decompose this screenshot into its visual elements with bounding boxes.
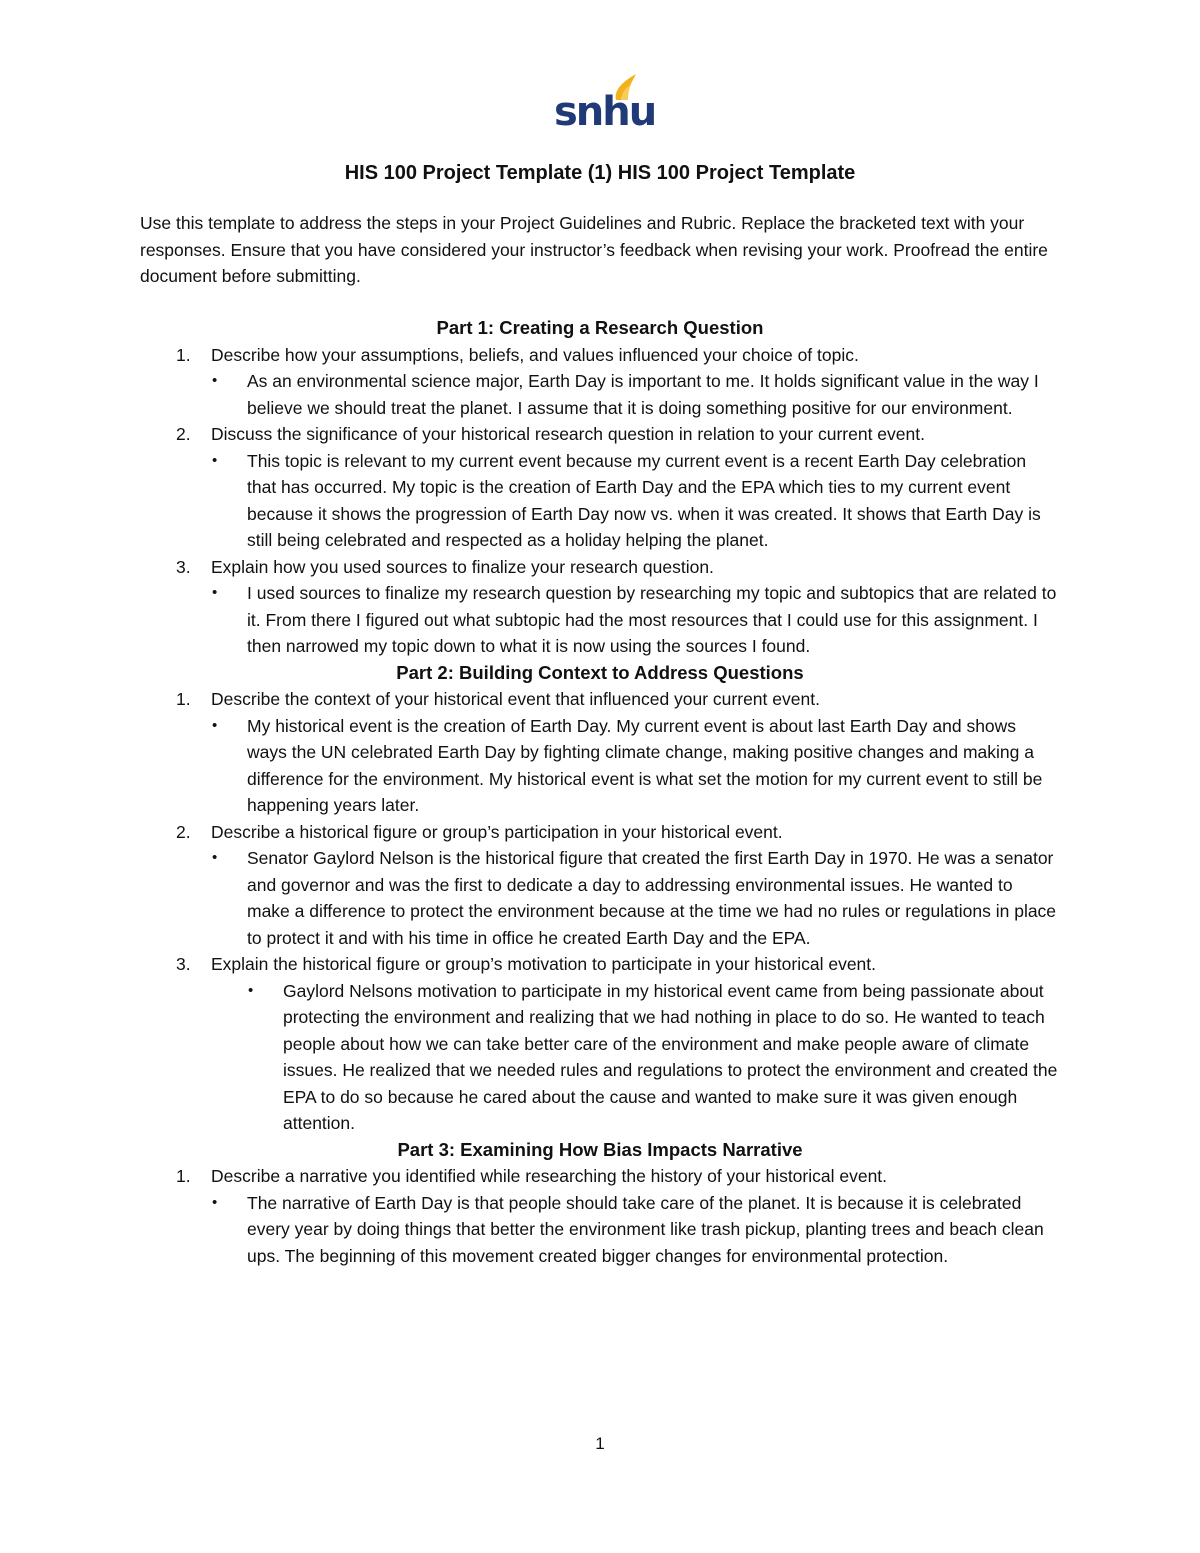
logo-wordmark: snhu — [554, 89, 656, 135]
document-title: HIS 100 Project Template (1) HIS 100 Project Template — [344, 162, 856, 184]
intro-paragraph: Use this template to address the steps in your Project Guidelines and Rubric. Replace the bracketed text with your responses. Ensure that you have considered your instructor’s feedback when revising your work. Proofread the entire document before submitting. — [140, 213, 1048, 287]
question-item — [140, 951, 1060, 978]
bullet-icon: • — [212, 372, 218, 389]
question-text: Discuss the significance of your historical research question in relation to your current event. — [211, 424, 925, 444]
question-number: 1. — [176, 689, 191, 709]
question-item — [140, 819, 1060, 846]
question-item — [140, 686, 1060, 713]
question-number: 2. — [176, 424, 191, 444]
question-item — [140, 342, 1060, 369]
question-number: 2. — [176, 821, 191, 842]
question-item — [140, 421, 1060, 448]
bullet-icon: • — [212, 584, 218, 601]
snhu-logo — [554, 72, 656, 135]
answer-item — [140, 448, 1060, 554]
answer-item — [140, 978, 1060, 1137]
answer-text: Gaylord Nelsons motivation to participate in my historical event came from being passionate about protecting the environment and realizing that we had nothing in place to do so. He wanted to teach people about how we can take better care of the environment and make people aware of climate issues. He realized that we needed rules and regulations to protect the environment and created the EPA to do so because he cared about the cause and wanted to make sure it was given enough attention. — [283, 980, 1058, 1133]
question-number: 1. — [176, 1166, 191, 1186]
question-text: Explain how you used sources to finalize your research question. — [211, 556, 714, 577]
answer-item — [140, 713, 1060, 819]
page-number: 1 — [595, 1434, 605, 1453]
answer-item — [140, 1190, 1060, 1270]
answer-text: I used sources to finalize my research question by researching my topic and subtopics that are related to it. From there I figured out what subtopic had the most resources that I could use for this assignment. I then narrowed my topic down to what it is now using the sources I found. — [247, 583, 1057, 656]
answer-item — [140, 580, 1060, 660]
bullet-icon: • — [212, 716, 218, 734]
answer-text: Senator Gaylord Nelson is the historical figure that created the first Earth Day in 1970. He was a senator and governor and was the first to dedicate a day to addressing environmental issues. He wanted to make a difference to protect the environment because at the time we had no rules or regulations in place to protect it and with his time in office he created Earth Day and the EPA. — [247, 848, 1057, 948]
question-number: 3. — [176, 556, 191, 577]
bullet-icon: • — [212, 849, 218, 866]
question-text: Explain the historical figure or group’s motivation to participate in your historical event. — [211, 954, 877, 974]
question-text: Describe how your assumptions, beliefs, and values influenced your choice of topic. — [211, 344, 859, 365]
question-item — [140, 1163, 1060, 1190]
bullet-icon: • — [212, 451, 218, 469]
question-number: 1. — [176, 344, 191, 365]
answer-text: The narrative of Earth Day is that people should take care of the planet. It is because it is celebrated every year by doing things that better the environment like trash pickup, planting trees and beach clean ups. The beginning of this movement created bigger changes for environmental protection. — [247, 1192, 1044, 1266]
answer-item — [140, 368, 1060, 421]
question-text: Describe a narrative you identified while researching the history of your historical event. — [211, 1166, 888, 1186]
answer-text: This topic is relevant to my current event because my current event is a recent Earth Day celebration that has occurred. My topic is the creation of Earth Day and the EPA which ties to my current event because it shows the progression of Earth Day now vs. when it was created. It shows that Earth Day is still being celebrated and respected as a holiday helping the planet. — [247, 450, 1041, 550]
section-heading-part-2: Part 2: Building Context to Address Questions — [396, 661, 804, 683]
answer-text: My historical event is the creation of Earth Day. My current event is about last Earth Day and shows ways the UN celebrated Earth Day by fighting climate change, making positive changes and making a difference for the environment. My historical event is what set the motion for my current event to still be happening years later. — [247, 715, 1043, 815]
question-text: Describe the context of your historical event that influenced your current event. — [211, 689, 820, 709]
bullet-icon: • — [212, 1193, 218, 1211]
document-body — [140, 315, 1060, 1269]
question-number: 3. — [176, 954, 191, 974]
answer-text: As an environmental science major, Earth Day is important to me. It holds significant value in the way I believe we should treat the planet. I assume that it is doing something positive for our environment. — [247, 371, 1039, 418]
section-heading-part-3: Part 3: Examining How Bias Impacts Narrative — [397, 1138, 803, 1160]
section-heading-part-1: Part 1: Creating a Research Question — [436, 317, 764, 338]
answer-item — [140, 845, 1060, 951]
question-text: Describe a historical figure or group’s participation in your historical event. — [211, 821, 783, 842]
question-item — [140, 554, 1060, 581]
bullet-icon: • — [248, 981, 254, 999]
